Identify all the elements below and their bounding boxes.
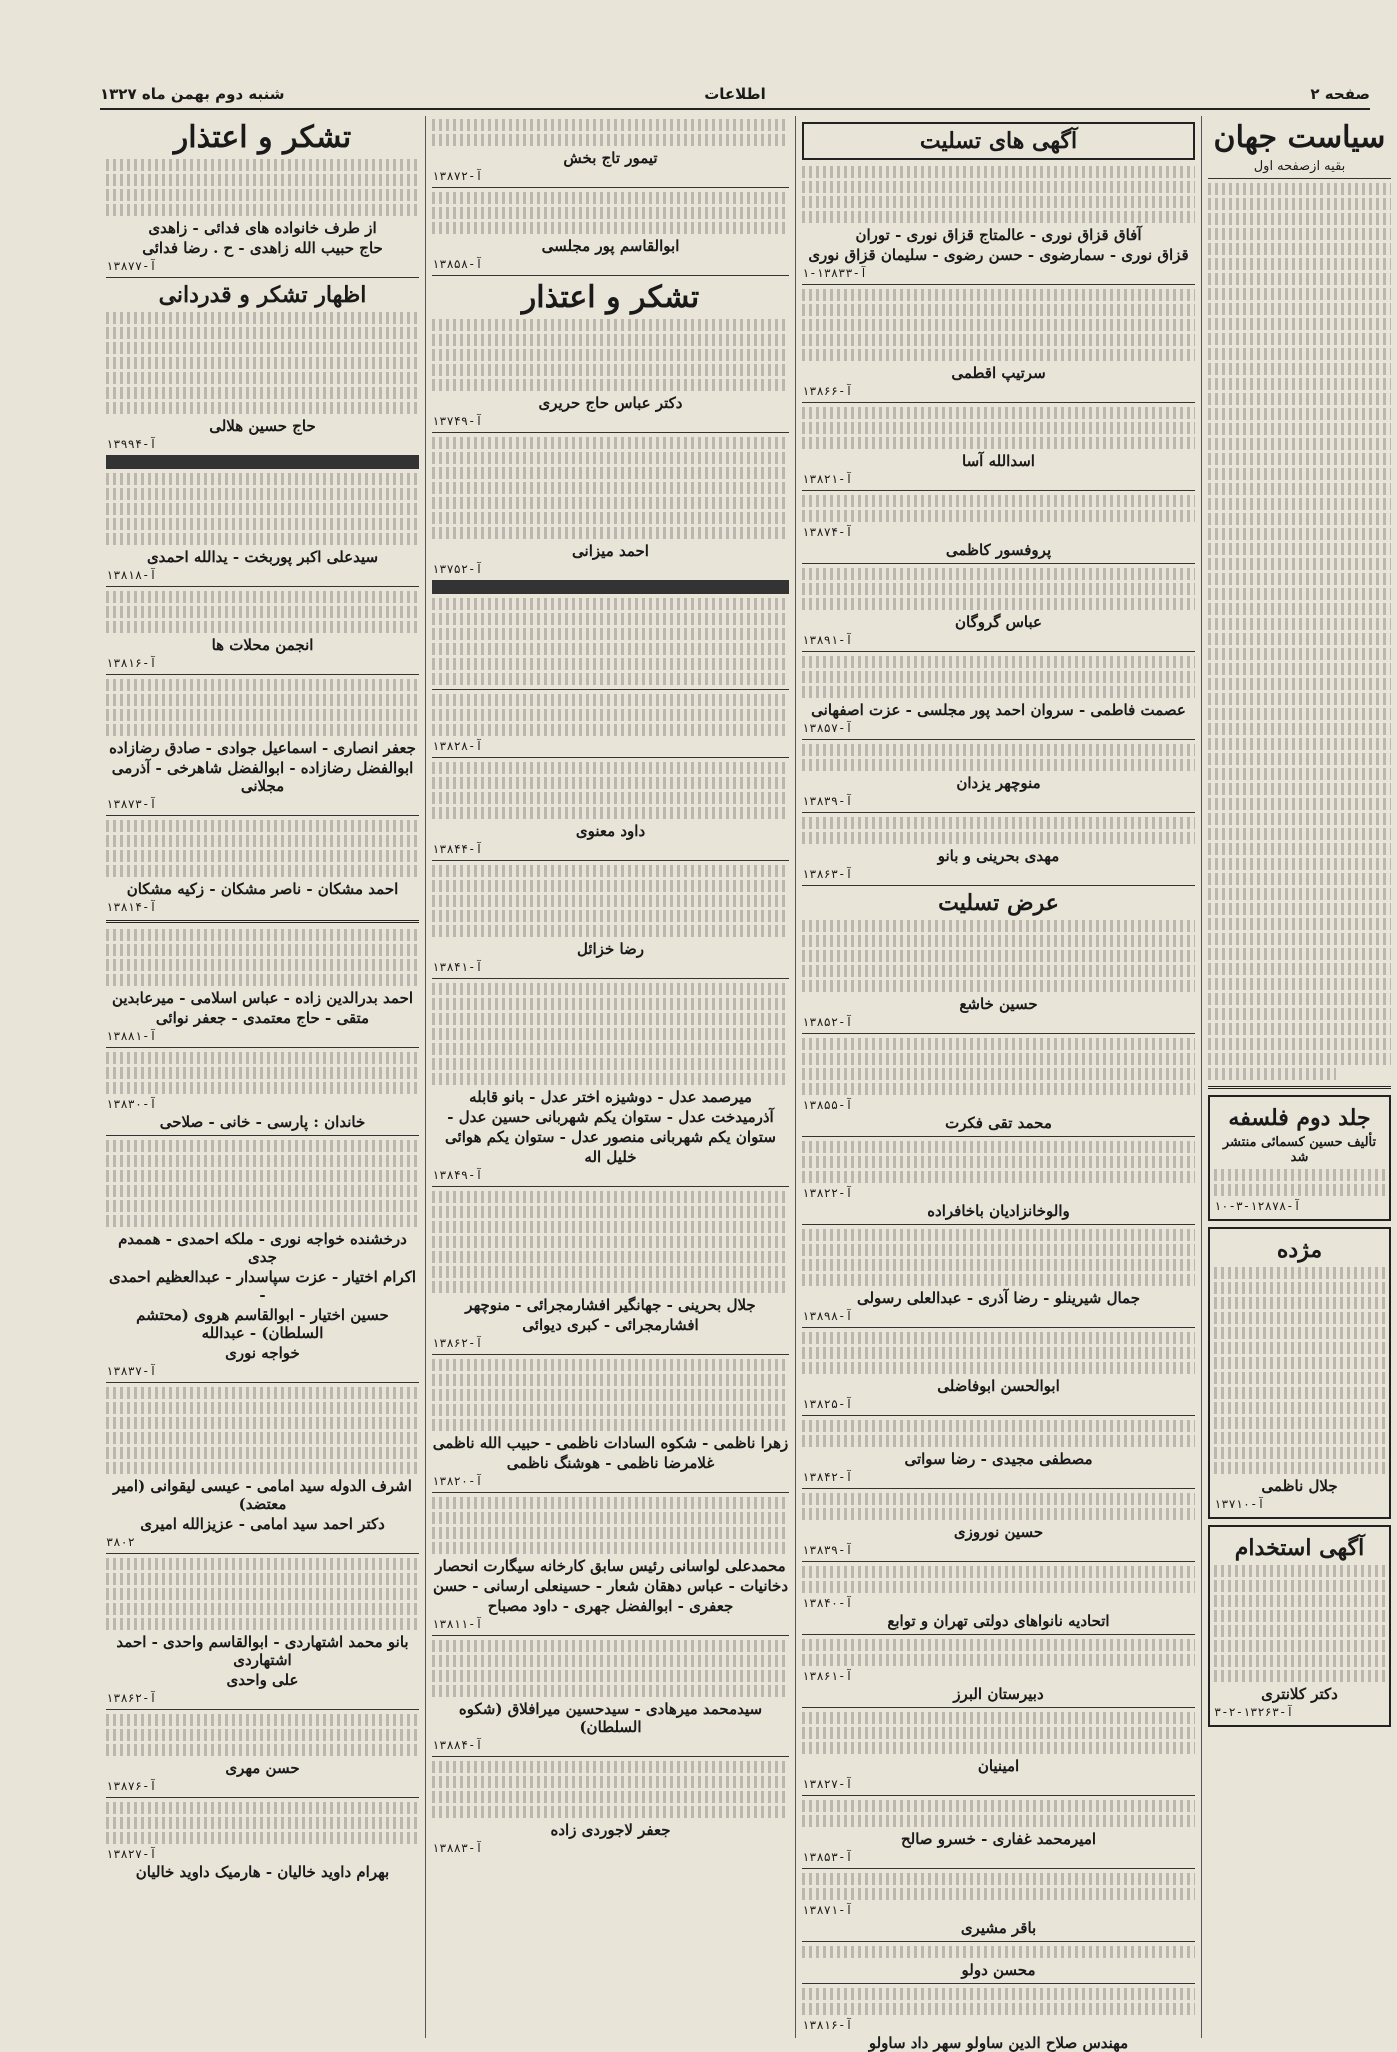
section-title: آگهی های تسلیت [802, 122, 1195, 160]
condolence-heading: عرض تسلیت [938, 890, 1059, 916]
book-announcement [1208, 1095, 1391, 1221]
ad-code: آ-۱۳۸۹۸ [802, 1309, 853, 1323]
ad-signature: اتحادیه نانواهای دولتی تهران و توابع [887, 1612, 1110, 1630]
ad-code: آ-۱۳۸۸۱ [106, 1029, 157, 1043]
ad-code: آ-۱۳۸۳۹ [802, 1543, 853, 1557]
ad-signature: ابوالحسن ابوفاضلی [937, 1377, 1060, 1395]
ad-code: آ-۱۳۸۲۷ [802, 1777, 853, 1791]
ad-code: آ-۱۳۸۱۴ [106, 900, 157, 914]
ad-signature: احمد میزانی [572, 542, 649, 560]
ad-code: آ-۱۳۸۲۵ [802, 1397, 853, 1411]
ad-code: آ-۱۳۸۷۶ [106, 1779, 157, 1793]
book-author: تألیف حسین کسمائی منتشر شد [1222, 1135, 1377, 1165]
ad-signature: مهندس صلاح الدین ساولو سهر داد ساولو [868, 2034, 1129, 2052]
ad-signature: ابوالقاسم پور مجلسی [541, 237, 680, 255]
ad-signature: پروفسور کاظمی [945, 541, 1052, 559]
ad-signature: محسن دولو [961, 1961, 1036, 1979]
issue-date: شنبه دوم بهمن ماه ۱۳۲۷ [100, 85, 285, 103]
ad-title: آگهی استخدام [1234, 1535, 1365, 1561]
section-title: تشکر و اعتذار [173, 120, 352, 155]
ad-code: آ-۱۳۸۴۴ [432, 842, 483, 856]
ad-code: آ-۱۳۸۳۳-۱ [802, 266, 868, 280]
section-title: اظهار تشکر و قدردانی [158, 282, 367, 308]
ad-code: آ-۱۳۸۵۳ [802, 1850, 853, 1864]
ad-signature: دبیرستان البرز [953, 1685, 1044, 1703]
ad-signature: احمد مشکان - ناصر مشکان - زکیه مشکان [126, 880, 399, 898]
ad-signature: خاندان : پارسی - خانی - صلاحی [159, 1113, 366, 1131]
ad-signature: سیدعلی اکبر پوربخت - یدالله احمدی [146, 548, 379, 566]
ad-signature: اشرف الدوله سید امامی - عیسی لیقوانی (امیر معتضد) [113, 1477, 412, 1513]
ad-signature: ابوالفضل رضازاده - ابوالفضل شاهرخی - آذرمی مجلانی [111, 759, 414, 795]
ad-code: آ-۱۳۹۹۴ [106, 437, 157, 451]
ad-code: آ-۱۳۸۸۴ [432, 1738, 483, 1752]
ad-signature: تیمور تاج بخش [563, 149, 658, 167]
ad-signature: انجمن محلات ها [211, 636, 314, 654]
ad-signature: محمد تقی فکرت [945, 1114, 1052, 1132]
ad-title: مژده [1276, 1237, 1323, 1263]
ad-signature: داود معنوی [575, 822, 646, 840]
ad-code: آ-۱۳۸۶۳ [802, 867, 853, 881]
book-title: جلد دوم فلسفه [1228, 1105, 1371, 1131]
ad-signature: جعفر لاجوردی زاده [550, 1821, 671, 1839]
ad-code: آ-۱۳۸۵۵ [802, 1098, 853, 1112]
ad-code: آ-۱۳۸۲۲ [802, 1186, 853, 1200]
ad-code: آ-۱۳۸۲۰ [432, 1474, 483, 1488]
ad-signature: آفاق قزاق نوری - عالمتاج قزاق نوری - توران [855, 226, 1142, 244]
ad-code: آ-۱۳۸۱۶ [106, 656, 157, 670]
good-news-ad [1208, 1227, 1391, 1519]
ad-code: آ-۱۳۸۲۸ [432, 739, 483, 753]
ad-signature: امیرمحمد غفاری - خسرو صالح [900, 1830, 1097, 1848]
ad-code: آ-۱۳۸۶۲ [106, 1691, 157, 1705]
ad-code: آ-۱۳۸۲۱ [802, 472, 853, 486]
ad-code: آ-۱۳۸۴۹ [432, 1168, 483, 1182]
ad-code: آ-۱۳۸۷۴ [802, 525, 853, 539]
ad-code: آ-۱۳۸۱۸ [106, 568, 157, 582]
ad-signature: جعفر انصاری - اسماعیل جوادی - صادق رضازاده [109, 739, 416, 757]
ad-signature: خلیل اله [584, 1148, 637, 1166]
ad-signature: خواجه نوری [225, 1344, 300, 1362]
ad-signature: اسدالله آسا [962, 452, 1035, 470]
ad-signature: حسین نوروزی [953, 1523, 1044, 1541]
ad-signature: افشارمجرائی - کبری دیوائی [522, 1316, 699, 1334]
ad-signature: دکتر کلانتری [1261, 1685, 1338, 1703]
ad-signature: عصمت فاطمی - سروان احمد پور مجلسی - عزت اصفهانی [811, 701, 1186, 719]
ad-signature: محمدعلی لواسانی رئیس سابق کارخانه سیگارت انحصار [435, 1557, 786, 1575]
ad-signature: حسن مهری [225, 1759, 300, 1777]
ad-signature: حاج حسین هلالی [209, 417, 316, 435]
ad-signature: منوچهر یزدان [956, 774, 1041, 792]
ad-code: آ-۱۳۸۳۹ [802, 794, 853, 808]
ad-signature: ستوان یکم شهربانی منصور عدل - ستوان یکم هوائی [445, 1128, 776, 1146]
ad-signature: امینیان [977, 1757, 1020, 1775]
column-thanks [100, 116, 425, 2038]
ad-signature: دخانیات - عباس دهقان شعار - حسینعلی ارسانی - حسن [432, 1577, 789, 1595]
paper-name: اطلاعات [704, 85, 766, 103]
ad-signature: جعفری - ابوالفضل جهری - داود مصباح [487, 1597, 734, 1615]
ad-signature: سرتیپ اقطمی [951, 364, 1046, 382]
ad-code: آ-۱۳۸۶۲ [432, 1336, 483, 1350]
ad-signature: علی واحدی [226, 1671, 299, 1689]
ad-code: آ-۱۳۸۵۲ [802, 1015, 853, 1029]
ad-signature: درخشنده خواجه نوری - ملکه احمدی - هممدم جدی [118, 1230, 407, 1266]
ad-code: آ-۱۳۷۴۹ [432, 414, 483, 428]
ad-code: آ-۱۳۲۶۳-۲-۳ [1214, 1705, 1294, 1719]
ad-signature: سیدمحمد میرهادی - سیدحسین میرافلاق (شکوه السلطان) [458, 1700, 763, 1736]
ad-signature: میرصمد عدل - دوشیزه اختر عدل - بانو قابله [469, 1088, 752, 1106]
ad-signature: دکتر عباس حاج حریری [538, 394, 683, 412]
ad-code: آ-۱۳۸۷۷ [106, 259, 157, 273]
ad-signature: از طرف خانواده های فدائی - زاهدی [148, 219, 377, 237]
ad-code: آ-۱۳۸۷۳ [106, 797, 157, 811]
ad-signature: حسین خاشع [959, 995, 1038, 1013]
ad-code: آ-۱۲۸۷۸-۳-۱۰ [1214, 1199, 1301, 1213]
column-condolences-1 [795, 116, 1201, 2052]
ad-code: آ-۱۳۸۴۱ [432, 960, 483, 974]
ad-signature: جلال ناظمی [1261, 1477, 1338, 1495]
thanks-title: تشکر و اعتذار [521, 280, 700, 315]
ad-signature: غلامرضا ناظمی - هوشنگ ناظمی [506, 1454, 715, 1472]
ad-code: آ-۱۳۸۵۷ [802, 721, 853, 735]
column-world-politics [1201, 116, 1397, 2038]
ad-code: آ-۱۳۷۵۲ [432, 562, 483, 576]
ad-signature: جمال شیرینلو - رضا آذری - عبدالعلی رسولی [856, 1289, 1140, 1307]
ad-code: آ-۱۳۸۳۷ [106, 1364, 157, 1378]
ad-code: آ-۱۳۸۲۷ [106, 1847, 157, 1861]
ad-code: آ-۱۳۸۶۶ [802, 384, 853, 398]
ad-signature: حاج حبیب الله زاهدی - ح . رضا فدائی [142, 239, 383, 257]
ad-signature: حسین اختیار - ابوالقاسم هروی (محتشم السلطان) - عبدالله [136, 1306, 389, 1342]
ad-signature: مصطفی مجیدی - رضا سواتی [904, 1450, 1093, 1468]
ad-signature: والوخانزادیان باخافراده [927, 1202, 1070, 1220]
ad-code: آ-۱۳۸۵۸ [432, 257, 483, 271]
ad-signature: جلال بحرینی - جهانگیر افشارمجرائی - منوچهر [465, 1296, 756, 1314]
ad-signature: زهرا ناظمی - شکوه السادات ناظمی - حبیب الله ناظمی [432, 1434, 789, 1452]
ad-code: آ-۱۳۸۸۳ [432, 1841, 483, 1855]
section-subtitle: بقیه ازصفحه اول [1253, 159, 1346, 174]
ad-signature: بانو محمد اشتهاردی - ابوالقاسم واحدی - احمد اشتهاردی [116, 1633, 409, 1669]
ad-code: آ-۱۳۸۷۱ [802, 1903, 853, 1917]
page-header [100, 82, 1370, 110]
page-number: صفحه ۲ [1310, 85, 1370, 103]
ad-code: آ-۱۳۸۳۰ [106, 1097, 157, 1111]
ad-signature: احمد بدرالدین زاده - عباس اسلامی - میرعابدین [111, 989, 414, 1007]
ad-signature: مهدی بحرینی و بانو [937, 847, 1060, 865]
ad-signature: قزاق نوری - سمارضوی - حسن رضوی - سلیمان قزاق نوری [808, 246, 1189, 264]
ad-code: آ-۱۳۷۱۰ [1214, 1497, 1265, 1511]
column-condolences-2 [425, 116, 795, 2038]
ad-code: آ-۱۳۸۱۱ [432, 1617, 483, 1631]
ad-code: آ-۱۳۸۴۲ [802, 1470, 853, 1484]
ad-signature: رضا خزائل [576, 940, 645, 958]
ad-code: ۳۸۰۲ [106, 1535, 135, 1549]
ad-signature: اکرام اختیار - عزت سپاسدار - عبدالعظیم احمدی - [108, 1268, 417, 1304]
ad-signature: آذرمیدخت عدل - ستوان یکم شهربانی حسین عدل - [447, 1108, 774, 1126]
ad-code: آ-۱۳۸۴۰ [802, 1596, 853, 1610]
ad-signature: متقی - حاج معتمدی - جعفر نوائی [155, 1009, 370, 1027]
ad-code: آ-۱۳۸۷۲ [432, 169, 483, 183]
ad-code: آ-۱۳۸۹۱ [802, 633, 853, 647]
ad-signature: باقر مشیری [960, 1919, 1037, 1937]
ad-code: آ-۱۳۸۶۱ [802, 1669, 853, 1683]
ad-signature: بهرام داوید خالیان - هارمیک داوید خالیان [135, 1863, 390, 1881]
ad-signature: دکتر احمد سید امامی - عزیزالله امیری [140, 1515, 385, 1533]
section-title: سیاست جهان [1213, 120, 1386, 155]
employment-ad [1208, 1525, 1391, 1727]
ad-signature: عباس گروگان [955, 613, 1042, 631]
ad-code: آ-۱۳۸۱۶ [802, 2018, 853, 2032]
